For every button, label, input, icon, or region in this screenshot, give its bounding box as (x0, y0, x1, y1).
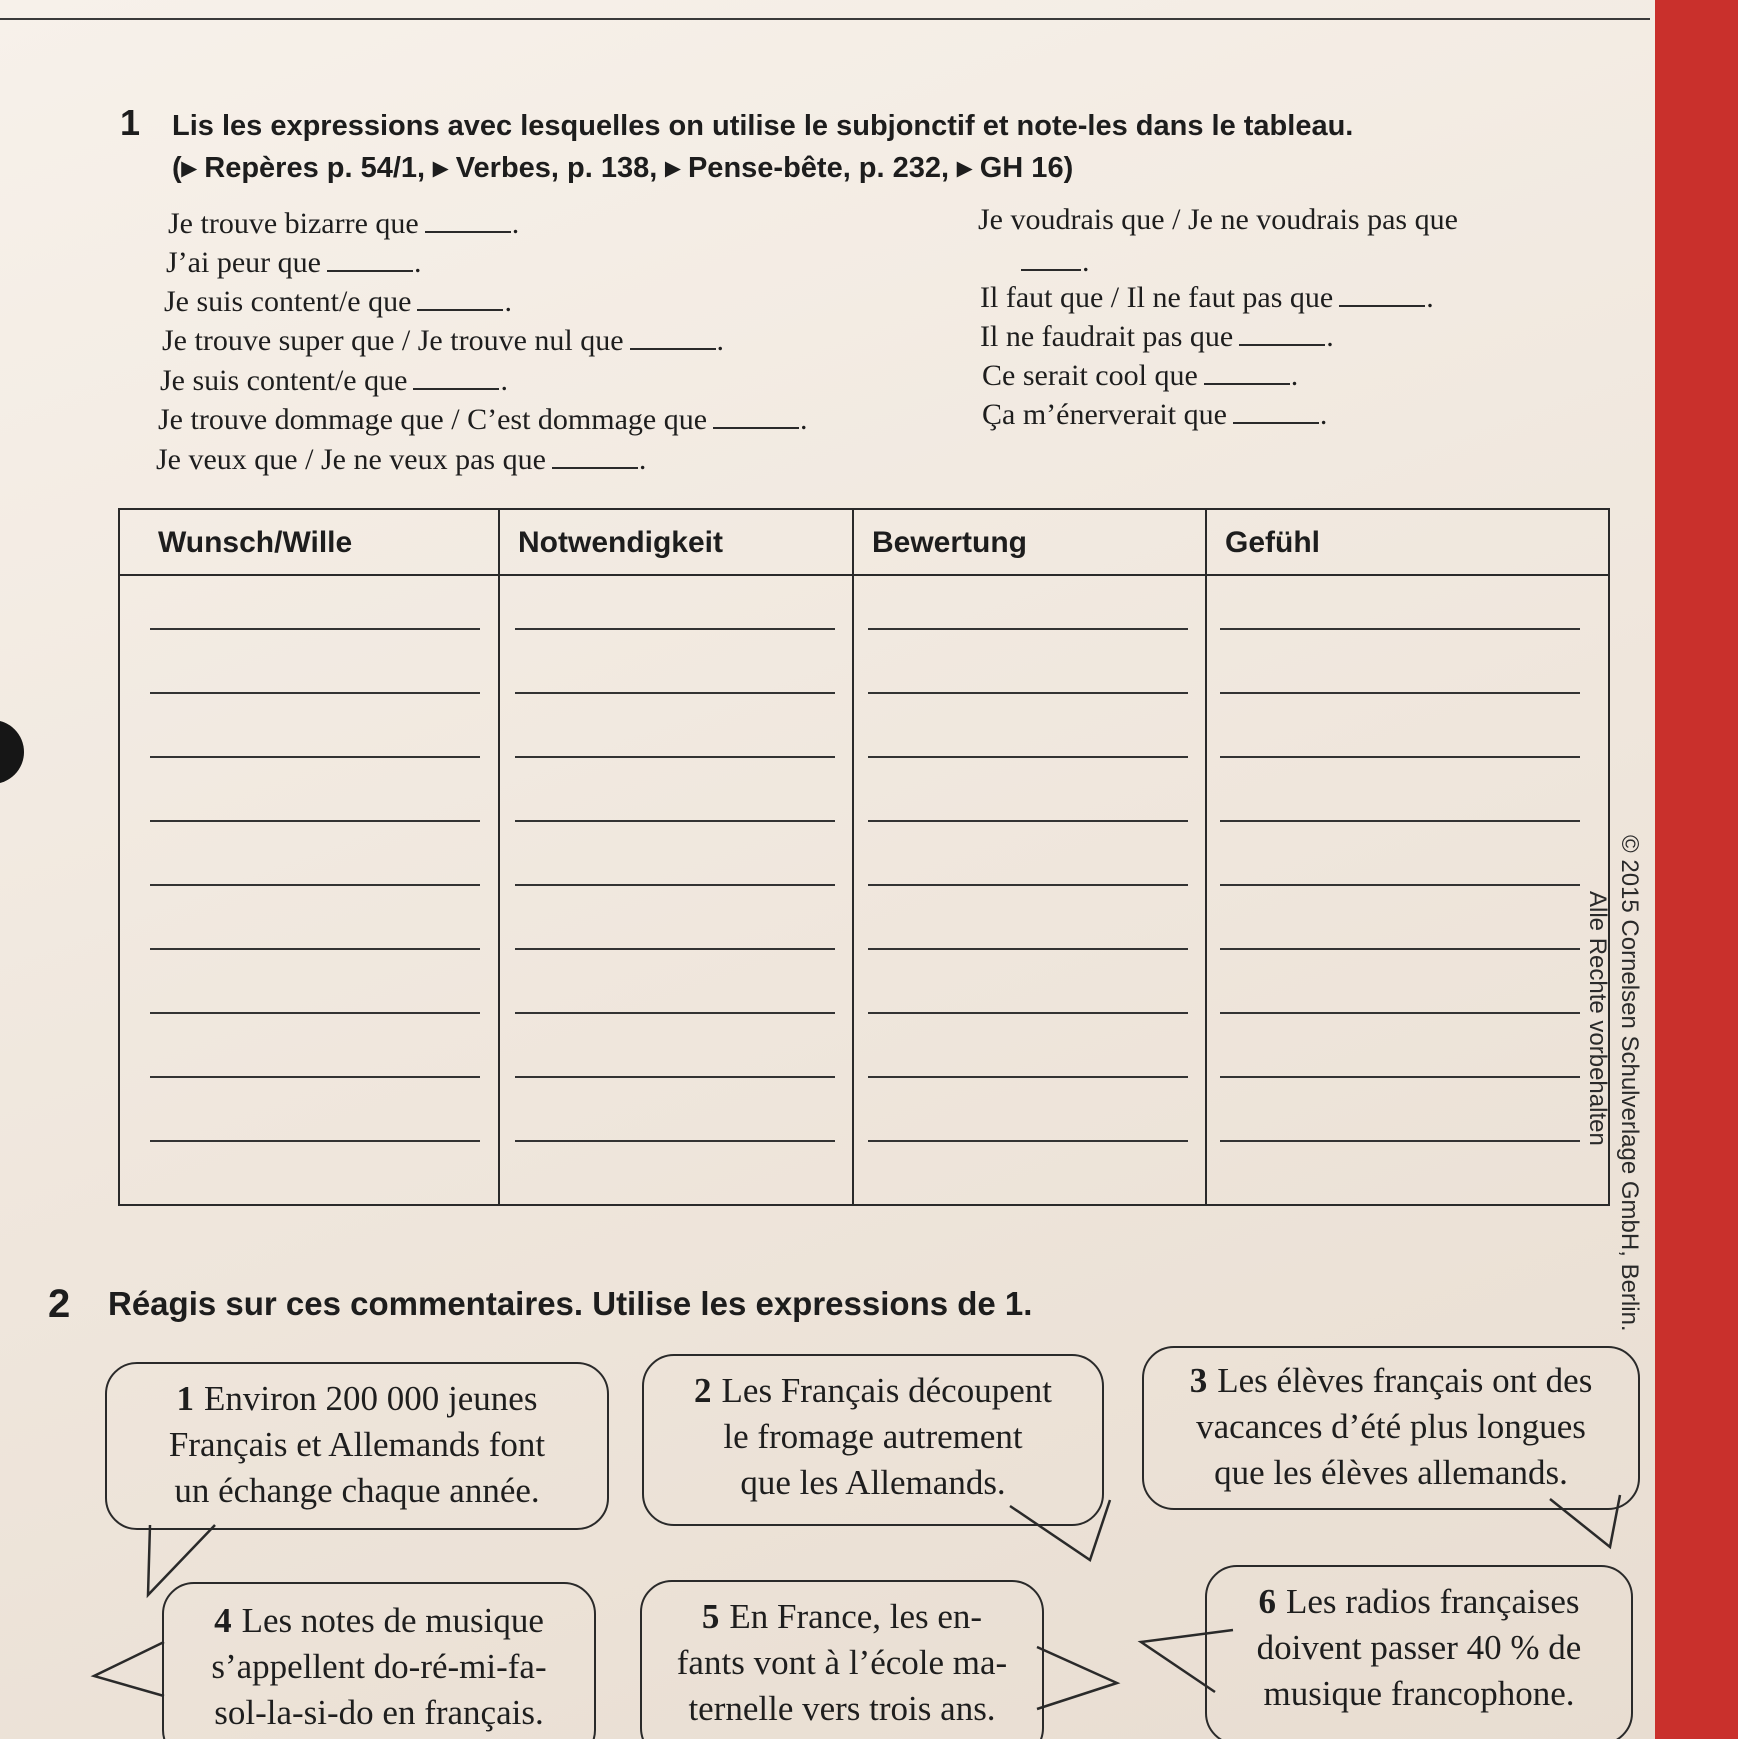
expression-line: Je suis content/e que . (164, 285, 512, 318)
fill-blank[interactable] (413, 366, 499, 390)
answer-line[interactable] (1220, 1140, 1580, 1142)
exercise-2-number: 2 (48, 1282, 71, 1326)
comment-bubble: 5 En France, les en- fants vont à l’école ma- ternelle vers trois ans. (640, 1580, 1044, 1739)
comment-bubble: 1 Environ 200 000 jeunes Français et Allemands font un échange chaque année. (105, 1362, 609, 1530)
comment-bubble: 6 Les radios françaises doivent passer 40 % de musique francophone. (1205, 1565, 1633, 1739)
expression-line: Il faut que / Il ne faut pas que . (980, 281, 1434, 314)
comment-bubble: 4 Les notes de musique s’appellent do-ré-mi-fa- sol-la-si-do en français. (162, 1582, 596, 1739)
answer-line[interactable] (868, 1140, 1188, 1142)
answer-line[interactable] (150, 692, 480, 694)
column-divider (498, 510, 500, 1204)
answer-line[interactable] (515, 948, 835, 950)
column-header-gefuehl: Gefühl (1225, 526, 1320, 559)
fill-blank[interactable] (1239, 322, 1325, 346)
answer-line[interactable] (1220, 756, 1580, 758)
speech-tail (1035, 1645, 1125, 1715)
answer-line[interactable] (1220, 628, 1580, 630)
punch-hole (0, 720, 24, 784)
copyright-notice: © 2015 Cornelsen Schulverlage GmbH, Berlin. Alle Rechte vorbehalten (1584, 835, 1643, 1332)
expression-line: Je veux que / Je ne veux pas que . (156, 443, 647, 476)
exercise-1-references: (▸ Repères p. 54/1, ▸ Verbes, p. 138, ▸ Pense-bête, p. 232, ▸ GH 16) (172, 152, 1074, 184)
fill-blank[interactable] (1339, 283, 1425, 307)
answer-line[interactable] (150, 884, 480, 886)
exercise-1-number: 1 (120, 102, 141, 143)
fill-blank[interactable] (552, 445, 638, 469)
answer-line[interactable] (515, 1012, 835, 1014)
comment-bubble: 3 Les élèves français ont des vacances d’été plus longues que les élèves allemands. (1142, 1346, 1640, 1510)
answer-line[interactable] (515, 884, 835, 886)
table-header-row (120, 510, 1608, 576)
exercise-1-instruction: Lis les expressions avec lesquelles on utilise le subjonctif et note-les dans le tableau. (172, 110, 1354, 142)
fill-blank[interactable] (713, 405, 799, 429)
fill-blank[interactable] (417, 287, 503, 311)
answer-line[interactable] (150, 756, 480, 758)
answer-line[interactable] (868, 820, 1188, 822)
column-divider (1205, 510, 1207, 1204)
answer-line[interactable] (515, 756, 835, 758)
fill-blank[interactable] (630, 326, 716, 350)
answer-line[interactable] (150, 948, 480, 950)
answer-line[interactable] (150, 820, 480, 822)
answer-line[interactable] (1220, 820, 1580, 822)
column-header-notwendigkeit: Notwendigkeit (518, 526, 724, 559)
fill-blank[interactable] (327, 248, 413, 272)
answer-line[interactable] (1220, 884, 1580, 886)
expression-line: Ce serait cool que . (982, 359, 1299, 392)
header-rule (0, 18, 1650, 20)
answer-line[interactable] (868, 628, 1188, 630)
answer-line[interactable] (515, 820, 835, 822)
answer-line[interactable] (515, 1140, 835, 1142)
fill-blank[interactable] (1021, 247, 1081, 271)
column-header-wunsch-wille: Wunsch/Wille (158, 526, 353, 559)
answer-line[interactable] (515, 1076, 835, 1078)
answer-line[interactable] (150, 1076, 480, 1078)
column-divider (852, 510, 854, 1204)
answer-line[interactable] (1220, 1012, 1580, 1014)
answer-line[interactable] (150, 1140, 480, 1142)
answer-line[interactable] (868, 756, 1188, 758)
answer-line[interactable] (515, 692, 835, 694)
answer-line[interactable] (868, 1012, 1188, 1014)
answer-line[interactable] (150, 1012, 480, 1014)
expression-line: . (1015, 245, 1090, 279)
expression-line: Je voudrais que / Je ne voudrais pas que (978, 203, 1458, 236)
answer-line[interactable] (150, 628, 480, 630)
answer-line[interactable] (1220, 1076, 1580, 1078)
answer-line[interactable] (1220, 948, 1580, 950)
fill-blank[interactable] (425, 209, 511, 233)
answer-line[interactable] (868, 884, 1188, 886)
expression-line: Je trouve super que / Je trouve nul que . (162, 324, 725, 357)
expression-line: Il ne faudrait pas que . (980, 320, 1334, 353)
expression-line: Je trouve dommage que / C’est dommage que . (158, 403, 808, 436)
classification-table (118, 508, 1610, 1206)
speech-tail (92, 1640, 172, 1710)
expression-line: Je suis content/e que . (160, 364, 508, 397)
exercise-2-instruction: Réagis sur ces commentaires. Utilise les expressions de 1. (108, 1285, 1033, 1322)
answer-line[interactable] (868, 1076, 1188, 1078)
expression-line: Ça m’énerverait que . (982, 398, 1328, 431)
column-header-bewertung: Bewertung (872, 526, 1028, 559)
answer-line[interactable] (868, 948, 1188, 950)
fill-blank[interactable] (1233, 400, 1319, 424)
answer-line[interactable] (1220, 692, 1580, 694)
expression-line: Je trouve bizarre que . (168, 207, 520, 240)
comment-bubble: 2 Les Français découpent le fromage autrement que les Allemands. (642, 1354, 1104, 1526)
expression-line: J’ai peur que . (166, 246, 422, 279)
answer-line[interactable] (515, 628, 835, 630)
answer-line[interactable] (868, 692, 1188, 694)
fill-blank[interactable] (1204, 361, 1290, 385)
